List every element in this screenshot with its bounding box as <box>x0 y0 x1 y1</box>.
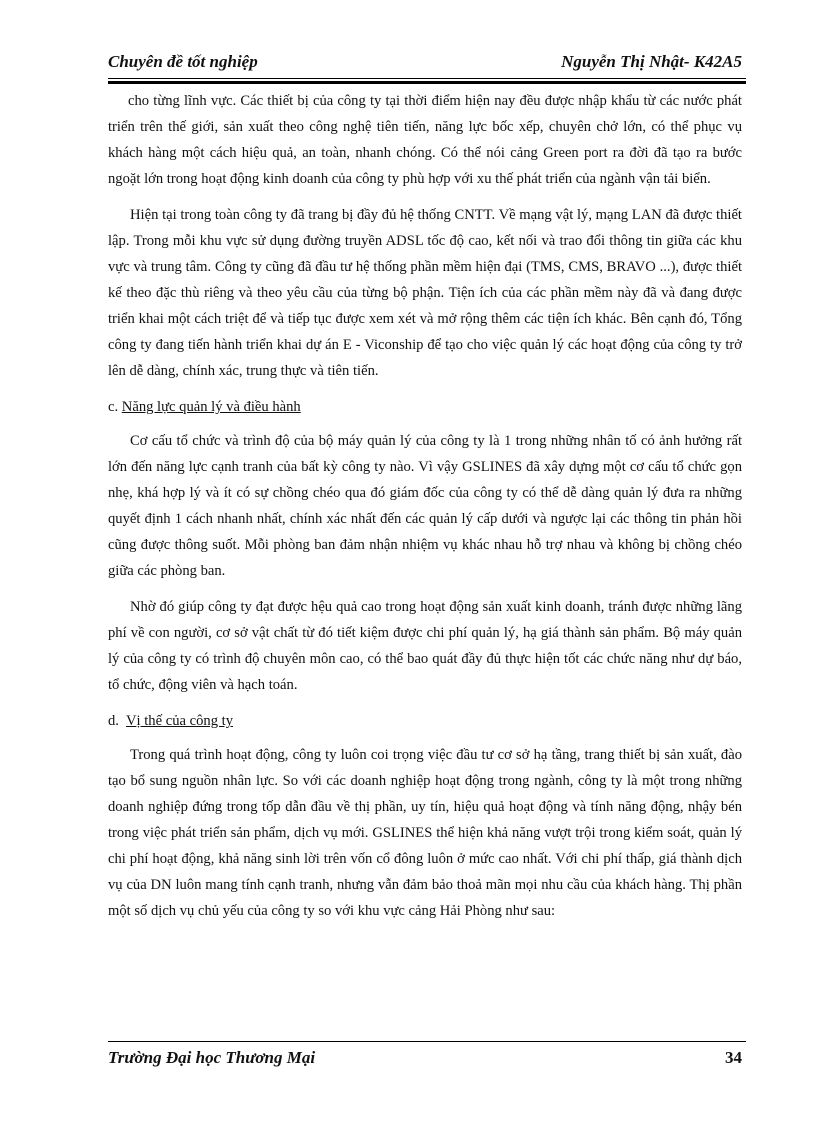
section-heading-management <box>108 394 742 420</box>
header-title: Chuyên đề tốt nghiệp <box>108 52 258 71</box>
section-title-position: Vị thế của công ty <box>126 713 233 729</box>
header-rule-thin <box>108 78 746 79</box>
section-prefix-d: d. <box>108 713 119 729</box>
paragraph-org-structure: Cơ cấu tổ chức và trình độ của bộ máy quản lý của công ty là 1 trong những nhân tố có ảnh hưởng rất lớn đến năng lực cạnh tranh của bất kỳ công ty nào. Vì vậy GSLINES đã xây dựng một cơ cấu tổ chức gọn nhẹ, khá hợp lý và ít có sự chồng chéo qua đó giám đốc của công ty có thể dễ dàng quản lý đưa ra những quyết định 1 cách nhanh nhất, chính xác nhất đến các quản lý cấp dưới và ngược lại các thông tin phản hồi cũng được thông suốt. Mỗi phòng ban đảm nhận nhiệm vụ khác nhau hỗ trợ nhau và không bị chồng chéo giữa các phòng ban. <box>108 433 742 579</box>
footer-rule <box>108 1041 746 1042</box>
header-rule-thick <box>108 81 746 84</box>
page-number: 34 <box>725 1048 742 1067</box>
paragraph-equipment: cho từng lĩnh vực. Các thiết bị của công ty tại thời điểm hiện nay đều được nhập khẩu từ các nước phát triển trên thế giới, sản xuất theo công nghệ tiên tiến, năng lực bốc xếp, chuyên chở lớn, có thể phục vụ khách hàng một cách hiệu quả, an toàn, nhanh chóng. Có thể nói cảng Green port ra đời đã tạo ra bước ngoặt lớn trong hoạt động kinh doanh của công ty phù hợp với xu thế phát triển của ngành vận tải biển. <box>108 93 742 187</box>
section-title-management: Năng lực quản lý và điều hành <box>121 399 301 415</box>
footer-university: Trường Đại học Thương Mại <box>108 1048 316 1067</box>
section-prefix-c: c. <box>108 399 119 415</box>
header-author: Nguyễn Thị Nhật- K42A5 <box>561 52 742 71</box>
section-heading-position <box>108 708 742 734</box>
paragraph-market-position: Trong quá trình hoạt động, công ty luôn coi trọng việc đầu tư cơ sở hạ tầng, trang thiết bị sản xuất, đào tạo bổ sung nguồn nhân lực. So với các doanh nghiệp hoạt động trong ngành, công ty là một trong những doanh nghiệp đứng trong tốp dẫn đầu về thị phần, uy tín, hiệu quả hoạt động và tính năng động, nhậy bén trong việc phát triển sản phẩm, dịch vụ mới. GSLINES thể hiện khả năng vượt trội trong kiểm soát, quản lý chi phí hoạt động, khả năng sinh lời trên vốn cổ đông luôn ở mức cao nhất. Với chi phí thấp, giá thành dịch vụ của DN luôn mang tính cạnh tranh, nhưng vẫn đảm bảo thoả mãn mọi nhu cầu của khách hàng. Thị phần một số dịch vụ chủ yếu của công ty so với khu vực cảng Hải Phòng như sau: <box>108 747 742 919</box>
page-body <box>108 88 742 934</box>
page-header <box>108 52 742 78</box>
page-footer <box>108 1048 742 1074</box>
paragraph-efficiency: Nhờ đó giúp công ty đạt được hệu quả cao trong hoạt động sản xuất kinh doanh, tránh được những lãng phí về con người, cơ sở vật chất từ đó tiết kiệm được chi phí quản lý, hạ giá thành sản phẩm. Bộ máy quản lý của công ty có trình độ chuyên môn cao, có thể bao quát đầy đủ thực hiện tốt các chức năng như dự báo, tổ chức, động viên và hạch toán. <box>108 599 742 693</box>
paragraph-it-systems: Hiện tại trong toàn công ty đã trang bị đầy đủ hệ thống CNTT. Về mạng vật lý, mạng LAN đã được thiết lập. Trong mỗi khu vực sử dụng đường truyền ADSL tốc độ cao, kết nối và trao đổi thông tin giữa các khu vực và trung tâm. Công ty cũng đã đầu tư hệ thống phần mềm hiện đại (TMS, CMS, BRAVO ...), được thiết kế theo đặc thù riêng và theo yêu cầu của từng bộ phận. Tiện ích của các phần mềm này đã và đang được triển khai một cách triệt để và tiếp tục được xem xét và mở rộng thêm các tiện ích khác. Bên cạnh đó, Tổng công ty đang tiến hành triển khai dự án E - Viconship để tạo cho việc quản lý các hoạt động của công ty trở lên dễ dàng, chính xác, trung thực và tiên tiến. <box>108 207 742 379</box>
